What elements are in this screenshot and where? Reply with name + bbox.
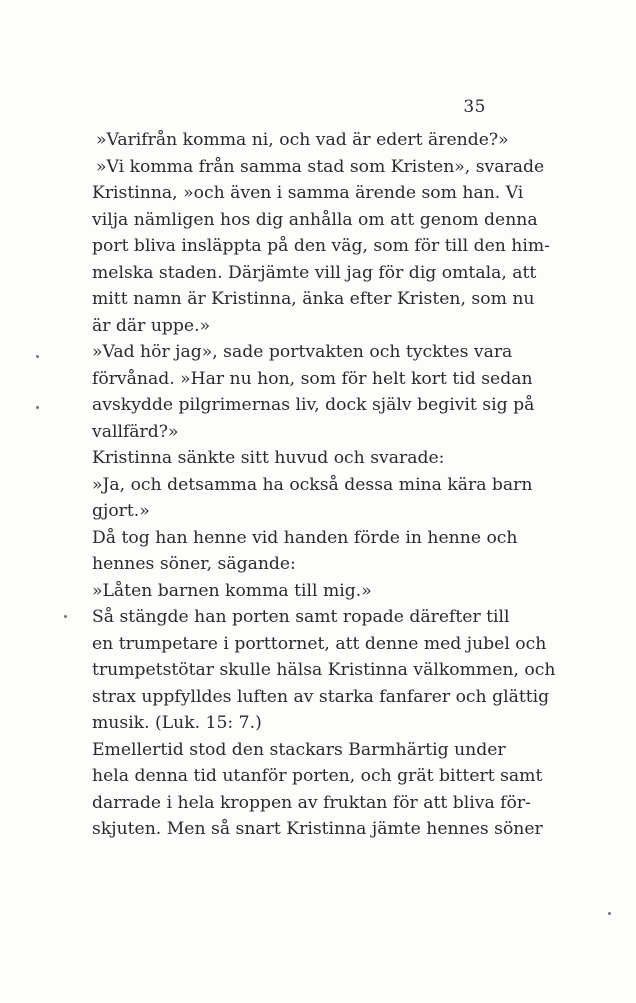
text-line: musik. (Luk. 15: 7.) — [92, 713, 262, 733]
text-line: vallfärd?» — [92, 421, 179, 442]
print-speck — [36, 406, 39, 409]
text-line: melska staden. Därjämte vill jag för dig omtala, att — [92, 262, 537, 283]
text-line: skjuten. Men så snart Kristinna jämte hennes söner — [92, 819, 543, 839]
text-line: »Varifrån komma ni, och vad är edert ärende?» — [96, 130, 509, 150]
print-speck — [36, 355, 39, 358]
text-line: »Låten barnen komma till mig.» — [92, 580, 372, 601]
text-line: en trumpetare i porttornet, att denne med jubel och — [92, 633, 547, 654]
text-line: Emellertid stod den stackars Barmhärtig under — [92, 739, 506, 760]
text-line: är där uppe.» — [92, 315, 211, 336]
text-line: avskydde pilgrimernas liv, dock själv begivit sig på — [92, 395, 535, 415]
text-line: Då tog han henne vid handen förde in henne och — [92, 527, 518, 548]
text-line: mitt namn är Kristinna, änka efter Kristen, som nu — [92, 289, 535, 309]
text-line: »Vad hör jag», sade portvakten och tycktes vara — [92, 342, 513, 362]
text-line: strax uppfylldes luften av starka fanfarer och glättig — [92, 686, 550, 707]
text-line: »Vi komma från samma stad som Kristen», svarade — [96, 156, 545, 177]
text-line: port bliva insläppta på den väg, som för till den him- — [92, 236, 550, 256]
text-line: hela denna tid utanför porten, och grät bittert samt — [92, 766, 543, 786]
text-line: Kristinna, »och även i samma ärende som han. Vi — [92, 183, 524, 203]
text-line: »Ja, och detsamma ha också dessa mina kära barn — [92, 474, 533, 495]
text-line: trumpetstötar skulle hälsa Kristinna välkommen, och — [92, 660, 556, 680]
text-line: hennes söner, sägande: — [92, 554, 296, 574]
text-line: Kristinna sänkte sitt huvud och svarade: — [92, 448, 445, 468]
text-line: gjort.» — [92, 501, 150, 521]
print-speck — [608, 912, 611, 915]
print-speck — [64, 615, 67, 618]
text-line: vilja nämligen hos dig anhålla om att genom denna — [92, 209, 538, 230]
text-line: darrade i hela kroppen av fruktan för att bliva för- — [92, 792, 531, 813]
body-text — [92, 127, 556, 843]
text-line: förvånad. »Har nu hon, som för helt kort tid sedan — [92, 368, 533, 389]
page-number: 35 — [463, 97, 486, 117]
text-line: Så stängde han porten samt ropade därefter till — [92, 607, 510, 627]
